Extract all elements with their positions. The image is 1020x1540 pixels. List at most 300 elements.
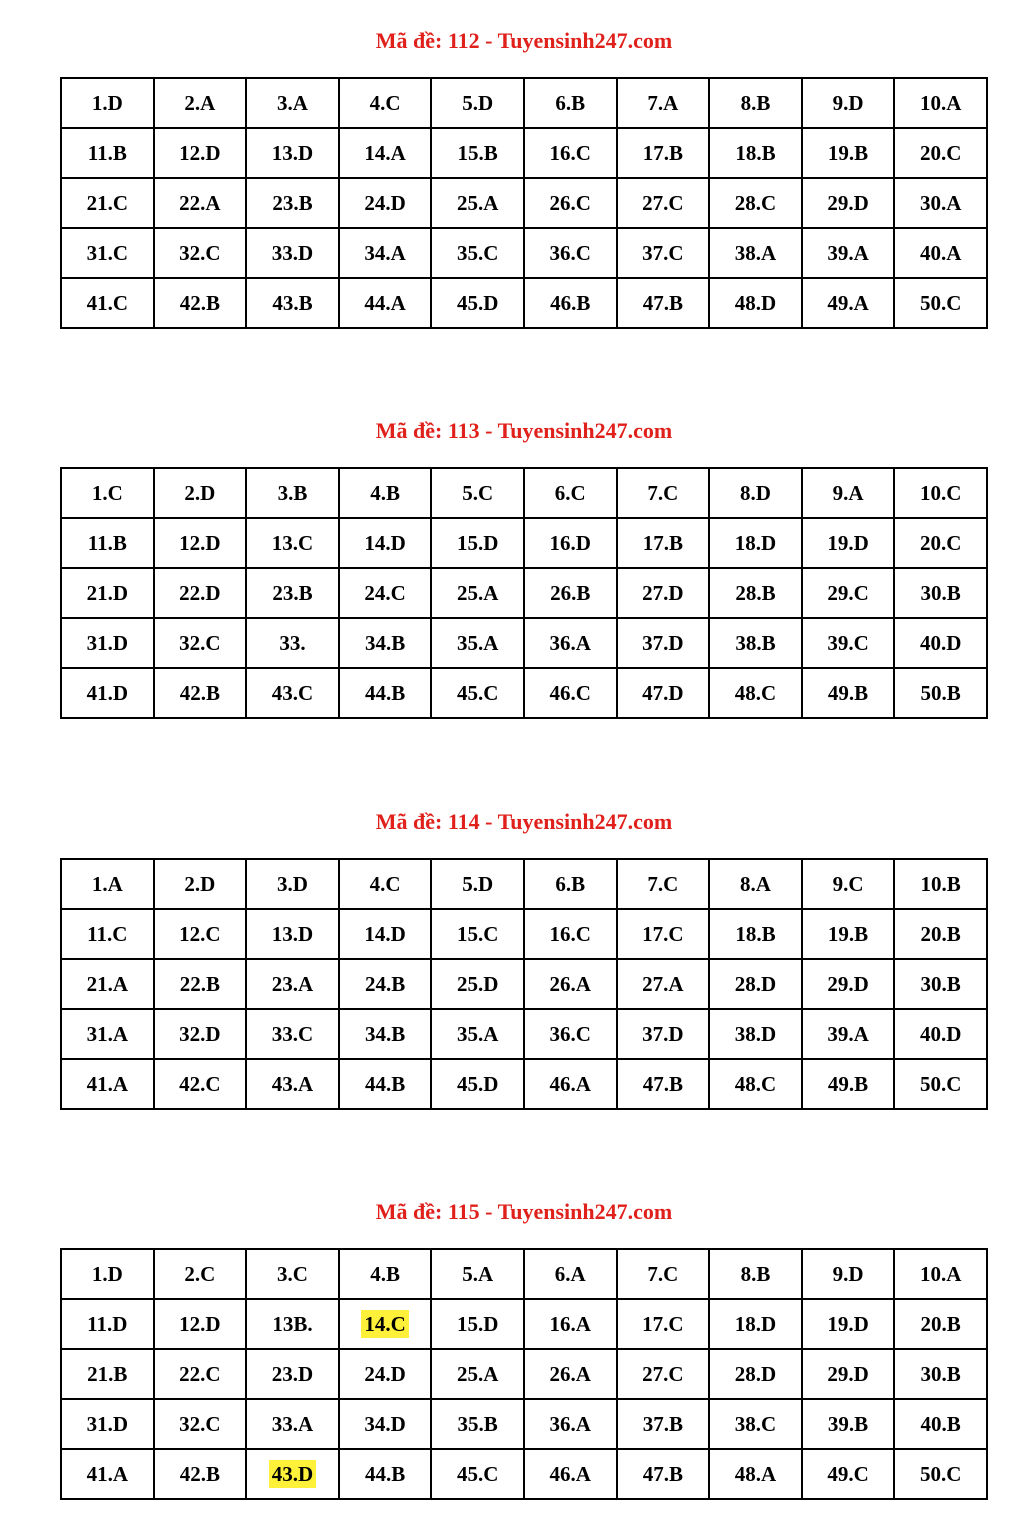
answer-cell: [617, 618, 710, 668]
answer-cell: [246, 668, 339, 718]
answer-cell: [617, 178, 710, 228]
answer-text: 10.A: [919, 1261, 962, 1286]
answer-text: 1.D: [91, 90, 123, 115]
answer-text: 23.B: [272, 190, 313, 215]
answer-text: 47.B: [642, 1071, 683, 1096]
answer-text: 6.A: [554, 1261, 586, 1286]
answer-text: 24.D: [364, 190, 406, 215]
answer-cell: [246, 568, 339, 618]
answer-cell: [154, 1059, 247, 1109]
answer-cell: [709, 78, 802, 128]
answer-cell: [524, 909, 617, 959]
answer-cell: [709, 568, 802, 618]
answer-text: 17.C: [642, 1311, 684, 1336]
answer-text: 49.B: [827, 1071, 869, 1096]
answer-text: 20.B: [920, 1311, 961, 1336]
answer-text: 44.A: [364, 290, 406, 315]
answer-text: 5.A: [462, 1261, 494, 1286]
answer-cell: [61, 568, 154, 618]
answer-text: 31.D: [86, 1411, 128, 1436]
answer-text: 13B.: [272, 1311, 313, 1336]
answer-cell: [154, 278, 247, 328]
answer-cell: [339, 1249, 432, 1299]
answer-cell: [894, 228, 987, 278]
answer-cell: [339, 178, 432, 228]
answer-text: 16.C: [549, 140, 591, 165]
answer-cell: [894, 468, 987, 518]
answer-text: 31.C: [86, 240, 128, 265]
answer-cell: [524, 78, 617, 128]
answer-cell: [246, 1059, 339, 1109]
answer-cell: [431, 668, 524, 718]
answer-cell: [802, 959, 895, 1009]
answer-cell: [802, 468, 895, 518]
answer-text: 25.A: [456, 1361, 499, 1386]
answer-text: 23.D: [271, 1361, 314, 1386]
answer-text: 6.B: [555, 871, 586, 896]
answer-text: 41.D: [86, 680, 128, 705]
answer-cell: [802, 909, 895, 959]
table-row: [61, 228, 987, 278]
answer-cell: [246, 278, 339, 328]
answer-cell: [61, 278, 154, 328]
answer-text: 44.B: [364, 1461, 406, 1486]
answer-text: 27.D: [642, 580, 684, 605]
answer-cell: [709, 1299, 802, 1349]
answer-text: 22.A: [179, 190, 221, 215]
answer-cell: [709, 1399, 802, 1449]
answer-text: 17.C: [642, 921, 684, 946]
answer-cell: [617, 1059, 710, 1109]
answer-cell: [802, 1349, 895, 1399]
answer-text: 21.C: [86, 190, 128, 215]
answer-cell: [431, 859, 524, 909]
answer-cell: [246, 1009, 339, 1059]
answer-text: 38.A: [734, 240, 777, 265]
answer-cell: [802, 128, 895, 178]
answer-cell: [154, 959, 247, 1009]
answer-cell: [617, 1349, 710, 1399]
answer-text: 43.C: [271, 680, 314, 705]
answer-text: 18.D: [734, 530, 777, 555]
answer-cell: [246, 909, 339, 959]
answer-cell: [524, 278, 617, 328]
answer-text: 32.D: [179, 1021, 221, 1046]
answer-cell: [431, 128, 524, 178]
answer-cell: [246, 178, 339, 228]
answer-cell: [802, 1059, 895, 1109]
answer-text: 46.A: [549, 1461, 591, 1486]
answer-cell: [339, 618, 432, 668]
answer-cell: [339, 1009, 432, 1059]
answer-cell: [709, 128, 802, 178]
answer-text: 5.D: [462, 871, 494, 896]
answer-text: 41.A: [86, 1461, 128, 1486]
answer-cell: [431, 78, 524, 128]
answer-cell: [339, 1449, 432, 1499]
answer-text: 29.D: [827, 190, 869, 215]
answer-text: 50.C: [919, 1461, 962, 1486]
answer-text: 23.A: [271, 971, 314, 996]
answer-cell: [709, 278, 802, 328]
answer-text: 37.D: [642, 1021, 684, 1046]
answer-text: 40.D: [919, 1021, 962, 1046]
answer-cell: [246, 228, 339, 278]
table-row: [61, 909, 987, 959]
answer-cell: [894, 618, 987, 668]
table-row: [61, 668, 987, 718]
answer-text: 7.C: [647, 871, 679, 896]
answer-text: 26.A: [549, 1361, 591, 1386]
answer-text: 42.C: [179, 1071, 221, 1096]
answer-cell: [61, 1009, 154, 1059]
answer-text: 38.B: [735, 630, 776, 655]
answer-cell: [431, 1399, 524, 1449]
answer-cell: [154, 1349, 247, 1399]
answer-cell: [154, 468, 247, 518]
answer-cell: [802, 618, 895, 668]
answer-cell: [246, 78, 339, 128]
answer-cell: [431, 1249, 524, 1299]
answer-text: 16.A: [549, 1311, 591, 1336]
table-row: [61, 278, 987, 328]
answer-cell: [802, 178, 895, 228]
answer-text: 13.D: [271, 140, 314, 165]
answer-cell: [246, 1399, 339, 1449]
highlighted-answer-text: 14.C: [361, 1310, 408, 1338]
answer-text: 20.C: [919, 140, 962, 165]
answer-cell: [431, 959, 524, 1009]
answer-cell: [246, 618, 339, 668]
answer-cell: [524, 1299, 617, 1349]
answer-cell: [61, 178, 154, 228]
answer-cell: [339, 278, 432, 328]
answer-text: 24.C: [364, 580, 406, 605]
answer-cell: [431, 278, 524, 328]
answer-cell: [154, 228, 247, 278]
answer-cell: [802, 859, 895, 909]
answer-text: 39.A: [827, 1021, 869, 1046]
answer-cell: [524, 859, 617, 909]
answer-cell: [894, 959, 987, 1009]
answer-text: 21.B: [87, 1361, 128, 1386]
answer-cell: [709, 959, 802, 1009]
answer-text: 3.D: [277, 871, 308, 896]
answer-cell: [894, 568, 987, 618]
answer-text: 38.D: [734, 1021, 777, 1046]
answer-text: 10.C: [919, 480, 962, 505]
answer-cell: [61, 128, 154, 178]
answer-cell: [431, 1299, 524, 1349]
answer-cell: [802, 228, 895, 278]
section-title: Mã đề: 112 - Tuyensinh247.com: [375, 28, 673, 53]
answer-cell: [61, 1399, 154, 1449]
answer-cell: [154, 1399, 247, 1449]
answer-text: 11.C: [87, 921, 128, 946]
answer-text: 12.D: [179, 1311, 221, 1336]
answer-text: 24.D: [364, 1361, 406, 1386]
answer-text: 18.B: [735, 140, 776, 165]
answer-text: 4.C: [369, 90, 401, 115]
answer-cell: [709, 909, 802, 959]
answer-text: 19.B: [827, 140, 869, 165]
answer-cell: [709, 859, 802, 909]
answer-cell: [894, 909, 987, 959]
answer-text: 16.C: [549, 921, 591, 946]
answer-text: 4.C: [369, 871, 401, 896]
answer-text: 50.C: [919, 290, 962, 315]
answer-cell: [61, 228, 154, 278]
answer-text: 50.C: [919, 1071, 962, 1096]
answer-cell: [524, 618, 617, 668]
answer-text: 19.D: [827, 530, 869, 555]
answer-text: 21.D: [86, 580, 128, 605]
answer-text: 12.D: [179, 530, 221, 555]
answer-cell: [802, 1399, 895, 1449]
answer-text: 16.D: [549, 530, 591, 555]
answer-cell: [61, 668, 154, 718]
answer-cell: [154, 78, 247, 128]
answer-text: 3.C: [277, 1261, 308, 1286]
answer-text: 32.C: [179, 630, 221, 655]
table-row: [61, 1009, 987, 1059]
answer-text: 35.C: [456, 240, 499, 265]
answer-text: 25.A: [456, 190, 499, 215]
answer-cell: [154, 128, 247, 178]
answer-text: 5.D: [462, 90, 494, 115]
answer-cell: [61, 618, 154, 668]
answer-text: 8.B: [740, 90, 771, 115]
answer-cell: [894, 1399, 987, 1449]
answer-text: 1.C: [91, 480, 123, 505]
answer-text: 3.A: [277, 90, 308, 115]
answer-text: 45.D: [456, 290, 499, 315]
answer-cell: [339, 1059, 432, 1109]
answer-text: 34.B: [364, 1021, 406, 1046]
answer-cell: [709, 1349, 802, 1399]
answer-text: 46.A: [549, 1071, 591, 1096]
answer-cell: [709, 1449, 802, 1499]
answer-cell: [617, 228, 710, 278]
answer-text: 30.B: [920, 580, 961, 605]
answer-cell: [246, 1349, 339, 1399]
answer-text: 8.D: [739, 480, 771, 505]
answer-text: 21.A: [86, 971, 128, 996]
answer-text: 39.B: [827, 1411, 869, 1436]
table-row: [61, 518, 987, 568]
answer-cell: [154, 909, 247, 959]
table-row: [61, 618, 987, 668]
answer-text: 7.C: [647, 1261, 679, 1286]
answer-text: 10.B: [920, 871, 961, 896]
answer-text: 38.C: [734, 1411, 777, 1436]
answer-text: 32.C: [179, 240, 221, 265]
answer-cell: [894, 518, 987, 568]
answer-text: 9.A: [832, 480, 864, 505]
answer-text: 29.D: [827, 1361, 869, 1386]
answer-text: 6.C: [554, 480, 586, 505]
answer-text: 7.A: [647, 90, 679, 115]
answer-text: 46.C: [549, 680, 591, 705]
answer-text: 37.C: [642, 240, 684, 265]
answer-text: 42.B: [179, 680, 221, 705]
answer-cell: [339, 1349, 432, 1399]
answer-text: 26.B: [550, 580, 591, 605]
answer-text: 22.B: [179, 971, 221, 996]
answer-cell: [154, 859, 247, 909]
answer-cell: [524, 468, 617, 518]
answer-text: 4.B: [370, 480, 400, 505]
answer-text: 48.C: [734, 680, 777, 705]
answer-cell: [802, 278, 895, 328]
answer-text: 27.C: [642, 1361, 684, 1386]
answer-cell: [894, 668, 987, 718]
answer-cell: [339, 959, 432, 1009]
answer-text: 36.C: [549, 1021, 591, 1046]
answer-text: 13.D: [271, 921, 314, 946]
answer-text: 15.D: [456, 530, 499, 555]
answer-cell: [246, 468, 339, 518]
answer-text: 48.A: [734, 1461, 777, 1486]
answer-text: 45.D: [456, 1071, 499, 1096]
answer-text: 48.C: [734, 1071, 777, 1096]
answer-cell: [617, 1299, 710, 1349]
answer-cell: [339, 668, 432, 718]
answer-cell: [894, 278, 987, 328]
answer-cell: [246, 959, 339, 1009]
answer-cell: [617, 668, 710, 718]
answer-cell: [709, 1249, 802, 1299]
answer-cell: [246, 128, 339, 178]
answer-text: 22.D: [179, 580, 221, 605]
answer-cell: [524, 1349, 617, 1399]
answer-text: 22.C: [179, 1361, 221, 1386]
answer-cell: [894, 1349, 987, 1399]
answer-cell: [802, 1009, 895, 1059]
answer-text: 50.B: [920, 680, 961, 705]
answer-cell: [709, 518, 802, 568]
answer-text: 33.: [279, 630, 306, 655]
answer-cell: [61, 518, 154, 568]
answer-cell: [524, 1399, 617, 1449]
answer-text: 1.A: [91, 871, 123, 896]
answer-cell: [154, 1249, 247, 1299]
answer-text: 44.B: [364, 1071, 406, 1096]
answer-cell: [61, 1449, 154, 1499]
table-row: [61, 178, 987, 228]
answer-cell: [339, 518, 432, 568]
answer-cell: [431, 568, 524, 618]
answer-text: 4.B: [370, 1261, 400, 1286]
answer-cell: [61, 1249, 154, 1299]
answer-cell: [524, 1059, 617, 1109]
answer-cell: [154, 518, 247, 568]
answer-text: 49.B: [827, 680, 869, 705]
answer-cell: [524, 178, 617, 228]
answer-cell: [524, 518, 617, 568]
answer-text: 47.B: [642, 290, 683, 315]
answer-cell: [431, 518, 524, 568]
answer-text: 14.A: [364, 140, 406, 165]
answer-cell: [61, 1349, 154, 1399]
answer-cell: [709, 468, 802, 518]
answer-text: 9.D: [832, 1261, 864, 1286]
answer-cell: [339, 1299, 432, 1349]
answer-text: 14.D: [364, 921, 406, 946]
answer-text: 9.C: [832, 871, 864, 896]
answer-cell: [524, 1249, 617, 1299]
answer-cell: [431, 1009, 524, 1059]
answer-text: 29.D: [827, 971, 869, 996]
answer-cell: [617, 1009, 710, 1059]
answer-text: 44.B: [364, 680, 406, 705]
answer-text: 33.D: [271, 240, 314, 265]
answer-cell: [154, 1449, 247, 1499]
answer-cell: [894, 1249, 987, 1299]
answer-cell: [431, 909, 524, 959]
answer-text: 11.B: [87, 140, 127, 165]
answer-cell: [154, 178, 247, 228]
answer-cell: [246, 859, 339, 909]
answer-cell: [709, 178, 802, 228]
table-row: [61, 128, 987, 178]
answer-cell: [339, 128, 432, 178]
answer-text: 26.C: [549, 190, 591, 215]
answer-cell: [61, 959, 154, 1009]
answer-cell: [339, 228, 432, 278]
answer-cell: [431, 1349, 524, 1399]
answer-cell: [339, 468, 432, 518]
answer-cell: [617, 1449, 710, 1499]
answer-cell: [61, 1059, 154, 1109]
answer-cell: [524, 1009, 617, 1059]
answer-text: 28.D: [734, 971, 777, 996]
answer-cell: [524, 668, 617, 718]
answer-text: 39.C: [827, 630, 869, 655]
highlighted-answer-text: 43.D: [269, 1460, 316, 1488]
answer-text: 35.B: [457, 1411, 498, 1436]
answer-cell: [154, 668, 247, 718]
answer-cell: [524, 568, 617, 618]
answer-text: 30.B: [920, 971, 961, 996]
answer-table: [60, 858, 988, 1110]
answer-cell: [431, 178, 524, 228]
answer-text: 31.A: [86, 1021, 128, 1046]
answer-text: 19.D: [827, 1311, 869, 1336]
answer-text: 49.C: [827, 1461, 869, 1486]
answer-cell: [431, 618, 524, 668]
answer-text: 15.C: [456, 921, 499, 946]
answer-text: 28.B: [735, 580, 776, 605]
answer-text: 3.B: [277, 480, 308, 505]
answer-cell: [802, 1249, 895, 1299]
answer-text: 33.A: [271, 1411, 314, 1436]
answer-text: 2.D: [184, 871, 216, 896]
answer-text: 32.C: [179, 1411, 221, 1436]
answer-text: 25.A: [456, 580, 499, 605]
answer-text: 43.A: [271, 1071, 314, 1096]
answer-cell: [617, 1249, 710, 1299]
answer-text: 17.B: [642, 140, 683, 165]
answer-text: 17.B: [642, 530, 683, 555]
answer-cell: [894, 859, 987, 909]
answer-text: 12.D: [179, 140, 221, 165]
answer-cell: [524, 959, 617, 1009]
answer-text: 8.A: [739, 871, 771, 896]
table-row: [61, 78, 987, 128]
answer-text: 35.A: [456, 630, 499, 655]
answer-cell: [802, 568, 895, 618]
